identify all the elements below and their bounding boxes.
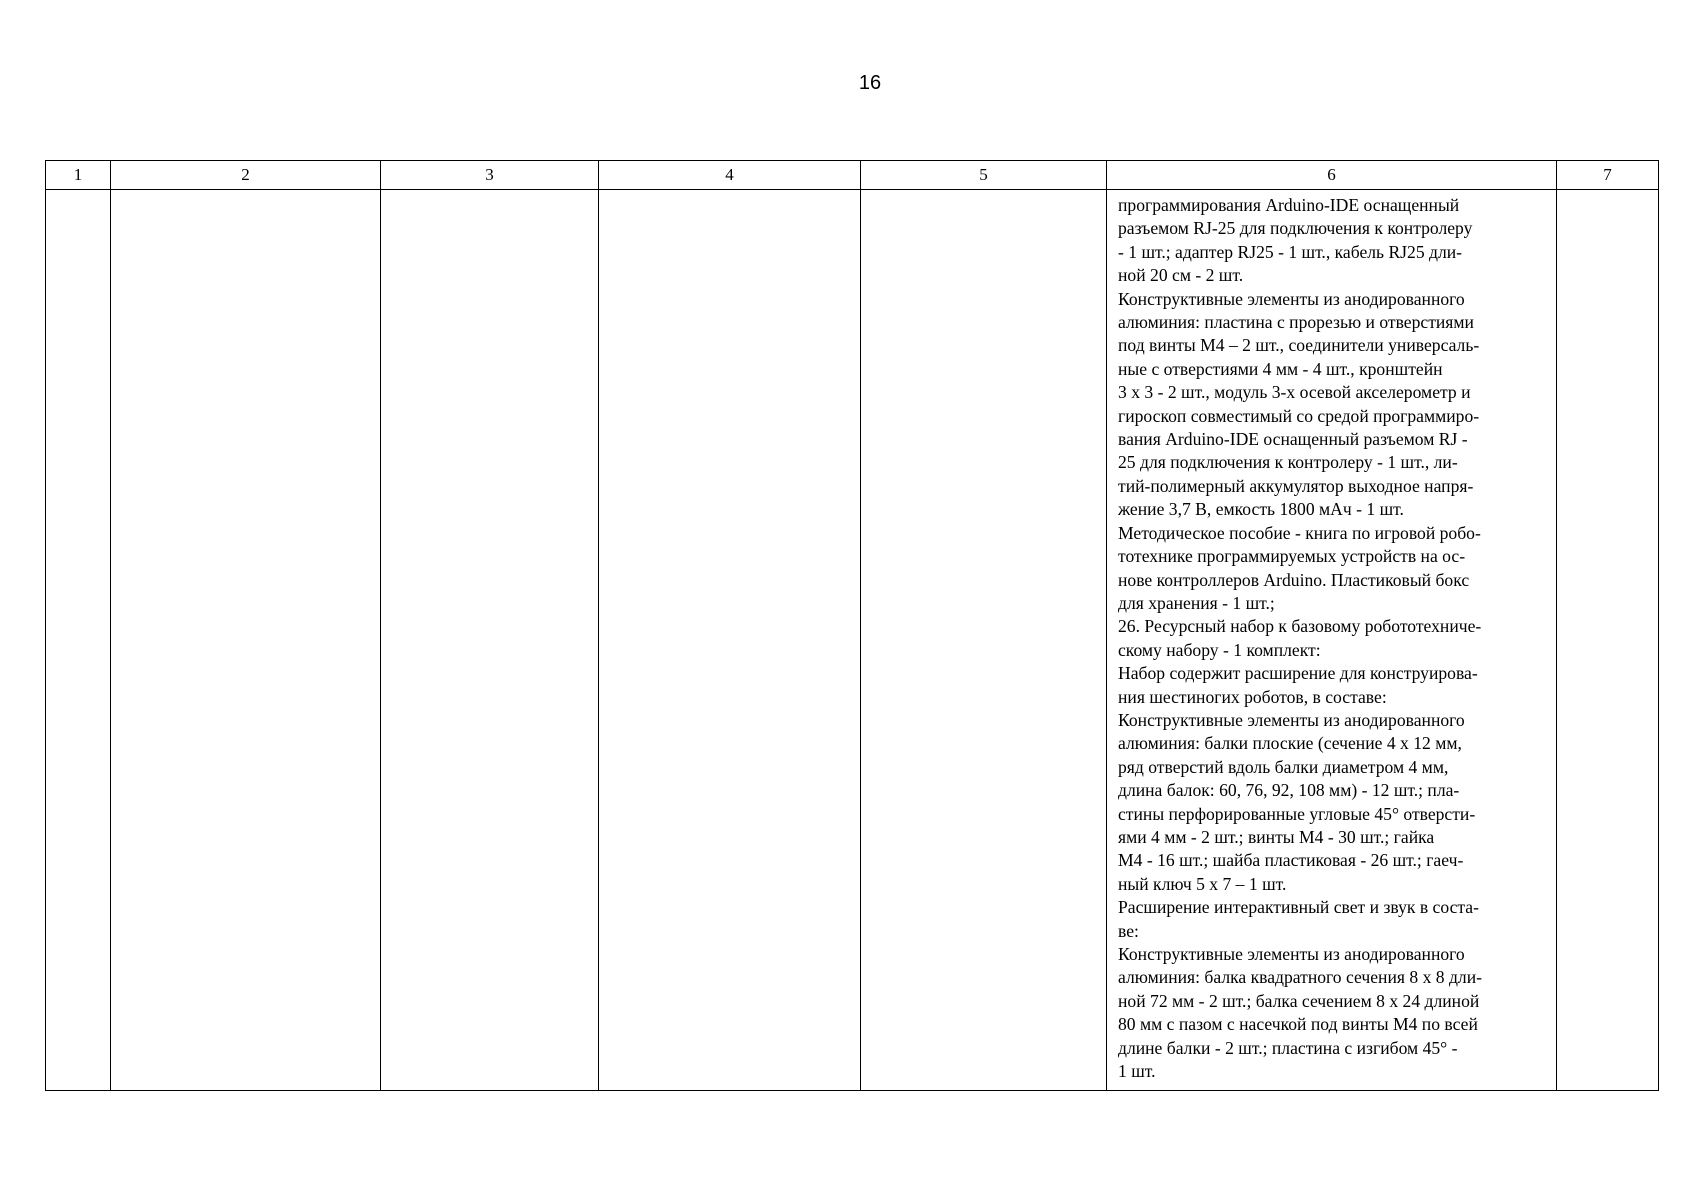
column-header-3: 3 <box>381 161 599 190</box>
cell-col-5 <box>861 190 1107 1091</box>
text-line: ной 20 см - 2 шт. <box>1118 265 1244 286</box>
text-line: Конструктивные элементы из анодированного <box>1118 709 1465 730</box>
text-line: ные с отверстиями 4 мм - 4 шт., кронштейн <box>1118 358 1443 379</box>
text-line: тий-полимерный аккумулятор выходное напря- <box>1118 475 1474 496</box>
text-line: под винты М4 – 2 шт., соединители универсаль- <box>1118 335 1480 356</box>
table-row <box>46 190 1659 1091</box>
text-line: ный ключ 5 х 7 – 1 шт. <box>1118 873 1287 894</box>
text-line: алюминия: балки плоские (сечение 4 х 12 мм, <box>1118 733 1462 754</box>
column-header-1: 1 <box>46 161 111 190</box>
text-line: алюминия: балка квадратного сечения 8 х 8 дли- <box>1118 967 1482 988</box>
text-line: стины перфорированные угловые 45° отверсти- <box>1118 803 1476 824</box>
text-line: Методическое пособие - книга по игровой робо- <box>1118 522 1481 543</box>
text-line: программирования Arduino-IDE оснащенный <box>1118 195 1460 215</box>
text-line: 80 мм с пазом с насечкой под винты М4 по всей <box>1118 1014 1478 1035</box>
text-line: вания Arduino-IDE оснащенный разъемом RJ - <box>1118 429 1468 450</box>
cell-col-7 <box>1557 190 1659 1091</box>
cell-col-3 <box>381 190 599 1091</box>
cell-col-6-specification <box>1107 190 1557 1091</box>
page-number: 16 <box>858 72 882 94</box>
column-header-5: 5 <box>861 161 1107 190</box>
text-line: 26. Ресурсный набор к базовому робототехниче- <box>1118 616 1482 637</box>
text-line: М4 - 16 шт.; шайба пластиковая - 26 шт.; гаеч- <box>1118 850 1464 871</box>
column-header-4: 4 <box>599 161 861 190</box>
text-line: Конструктивные элементы из анодированного <box>1118 288 1465 309</box>
text-line: ряд отверстий вдоль балки диаметром 4 мм, <box>1118 756 1449 777</box>
text-line: разъемом RJ-25 для подключения к контролеру <box>1118 218 1473 239</box>
text-line: 25 для подключения к контролеру - 1 шт., ли- <box>1118 452 1458 473</box>
text-line: для хранения - 1 шт.; <box>1118 592 1275 613</box>
text-line: Набор содержит расширение для конструирова- <box>1118 663 1478 684</box>
text-line: - 1 шт.; адаптер RJ25 - 1 шт., кабель RJ25 дли- <box>1118 241 1463 262</box>
cell-col-4 <box>599 190 861 1091</box>
cell-col-2 <box>111 190 381 1091</box>
column-header-2: 2 <box>111 161 381 190</box>
text-line: Конструктивные элементы из анодированного <box>1118 944 1465 964</box>
text-line: ве: <box>1118 920 1139 941</box>
text-line: ями 4 мм - 2 шт.; винты М4 - 30 шт.; гайка <box>1118 826 1435 847</box>
text-line: скому набору - 1 комплект: <box>1118 639 1321 660</box>
text-line: длина балок: 60, 76, 92, 108 мм) - 12 шт.; пла- <box>1118 780 1460 801</box>
text-line: тотехнике программируемых устройств на ос- <box>1118 546 1466 567</box>
table-header-row <box>46 161 1659 190</box>
text-line: 3 х 3 - 2 шт., модуль 3-х осевой акселерометр и <box>1118 382 1471 403</box>
text-line: ной 72 мм - 2 шт.; балка сечением 8 х 24 длиной <box>1118 990 1480 1011</box>
text-line: алюминия: пластина с прорезью и отверстиями <box>1118 312 1474 333</box>
specification-table <box>45 160 1659 1091</box>
text-line: 1 шт. <box>1118 1061 1156 1082</box>
text-line: длине балки - 2 шт.; пластина с изгибом 45° - <box>1118 1037 1458 1058</box>
text-line: Расширение интерактивный свет и звук в соста- <box>1118 897 1479 918</box>
column-header-6: 6 <box>1107 161 1557 190</box>
text-line: жение 3,7 В, емкость 1800 мАч - 1 шт. <box>1118 499 1404 520</box>
column-header-7: 7 <box>1557 161 1659 190</box>
text-line: гироскоп совместимый со средой программиро- <box>1118 405 1480 426</box>
cell-col-1 <box>46 190 111 1091</box>
text-line: нове контроллеров Arduino. Пластиковый бокс <box>1118 569 1470 590</box>
text-line: ния шестиногих роботов, в составе: <box>1118 686 1387 707</box>
